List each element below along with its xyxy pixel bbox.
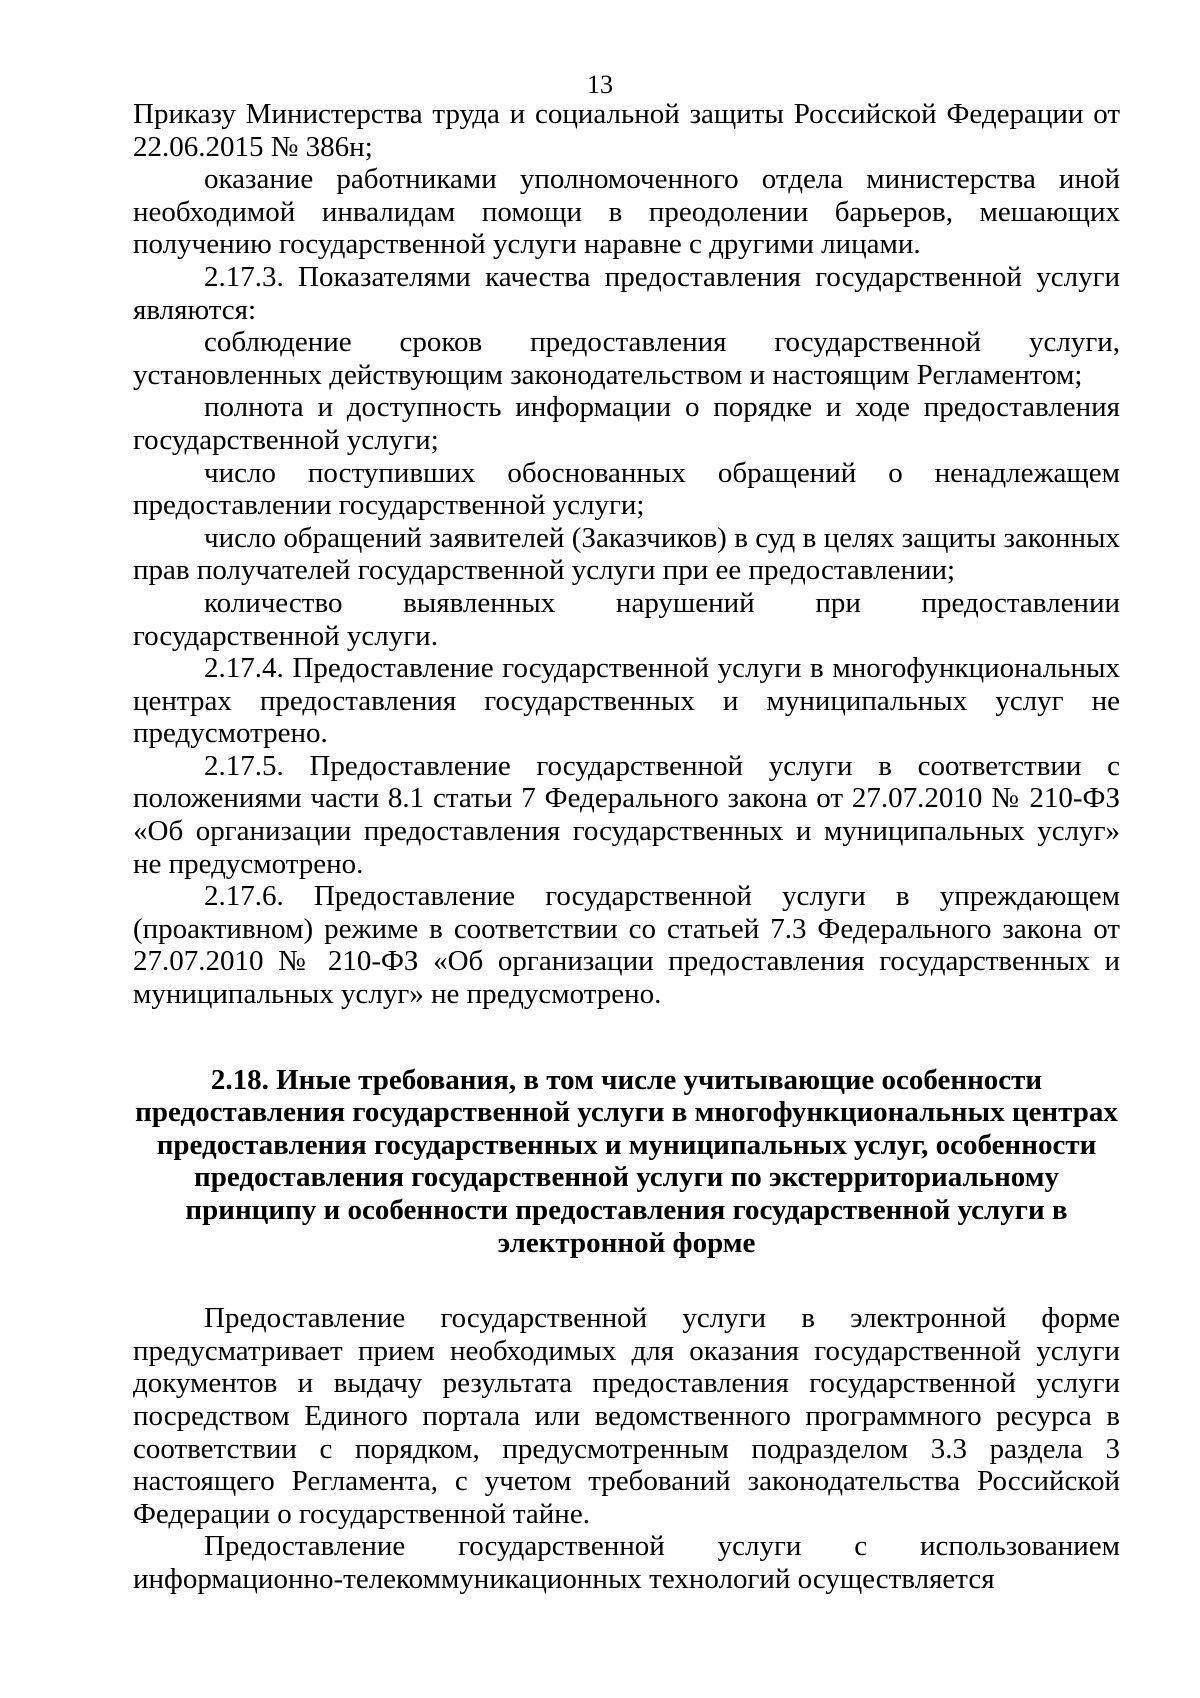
paragraph: число поступивших обоснованных обращений о ненадлежащем предоставлении государственной услуги; xyxy=(133,456,1120,522)
paragraph: 2.17.6. Предоставление государственной услуги в упреждающем (проактивном) режиме в соответствии со статьей 7.3 Федерального закона от 27.07.2010 № 210-ФЗ «Об организации предоставления государственных и муниципальных услуг» не предусмотрено. xyxy=(133,880,1120,1011)
paragraph: полнота и доступность информации о порядке и ходе предоставления государственной услуги; xyxy=(133,391,1120,456)
section-heading-2-18: 2.18. Иные требования, в том числе учитывающие особенности предоставления государственной услуги в многофункциональных центрах предоставления государственных и муниципальных услуг, особенности предоставления государственной услуги по экстерриториальному принципу и особенности предоставления государственной услуги в электронной форме xyxy=(135,1063,1118,1259)
paragraph: соблюдение сроков предоставления государственной услуги, установленных действующим законодательством и настоящим Регламентом; xyxy=(133,326,1120,391)
page-number: 13 xyxy=(587,70,613,99)
paragraph: количество выявленных нарушений при предоставлении государственной услуги. xyxy=(133,586,1120,652)
paragraph: 2.17.5. Предоставление государственной услуги в соответствии с положениями части 8.1 статьи 7 Федерального закона от 27.07.2010 № 210-ФЗ «Об организации предоставления государственных и муниципальных услуг» не предусмотрено. xyxy=(133,749,1120,880)
paragraph: число обращений заявителей (Заказчиков) в суд в целях защиты законных прав получателей государственной услуги при ее предоставлении; xyxy=(133,521,1120,587)
paragraph: Предоставление государственной услуги с использованием информационно-телекоммуникационных технологий осуществляется xyxy=(133,1530,1120,1595)
section-2-17-text xyxy=(133,98,1120,1011)
section-2-18-text xyxy=(133,1302,1120,1595)
paragraph: 2.17.3. Показателями качества предоставления государственной услуги являются: xyxy=(133,260,1120,326)
paragraph: Предоставление государственной услуги в электронной форме предусматривает прием необходимых для оказания государственной услуги документов и выдачу результата предоставления государственной услуги посредством Единого портала или ведомственного программного ресурса в соответствии с порядком, предусмотренным подразделом 3.3 раздела 3 настоящего Регламента, с учетом требований законодательства Российской Федерации о государственной тайне. xyxy=(133,1302,1120,1530)
paragraph: оказание работниками уполномоченного отдела министерства иной необходимой инвалидам помощи в преодолении барьеров, мешающих получению государственной услуги наравне с другими лицами. xyxy=(133,163,1120,261)
paragraph: Приказу Министерства труда и социальной защиты Российской Федерации от 22.06.2015 № 386н; xyxy=(133,98,1120,163)
paragraph: 2.17.4. Предоставление государственной услуги в многофункциональных центрах предоставления государственных и муниципальных услуг не предусмотрено. xyxy=(133,652,1120,750)
document-body xyxy=(133,98,1120,1596)
